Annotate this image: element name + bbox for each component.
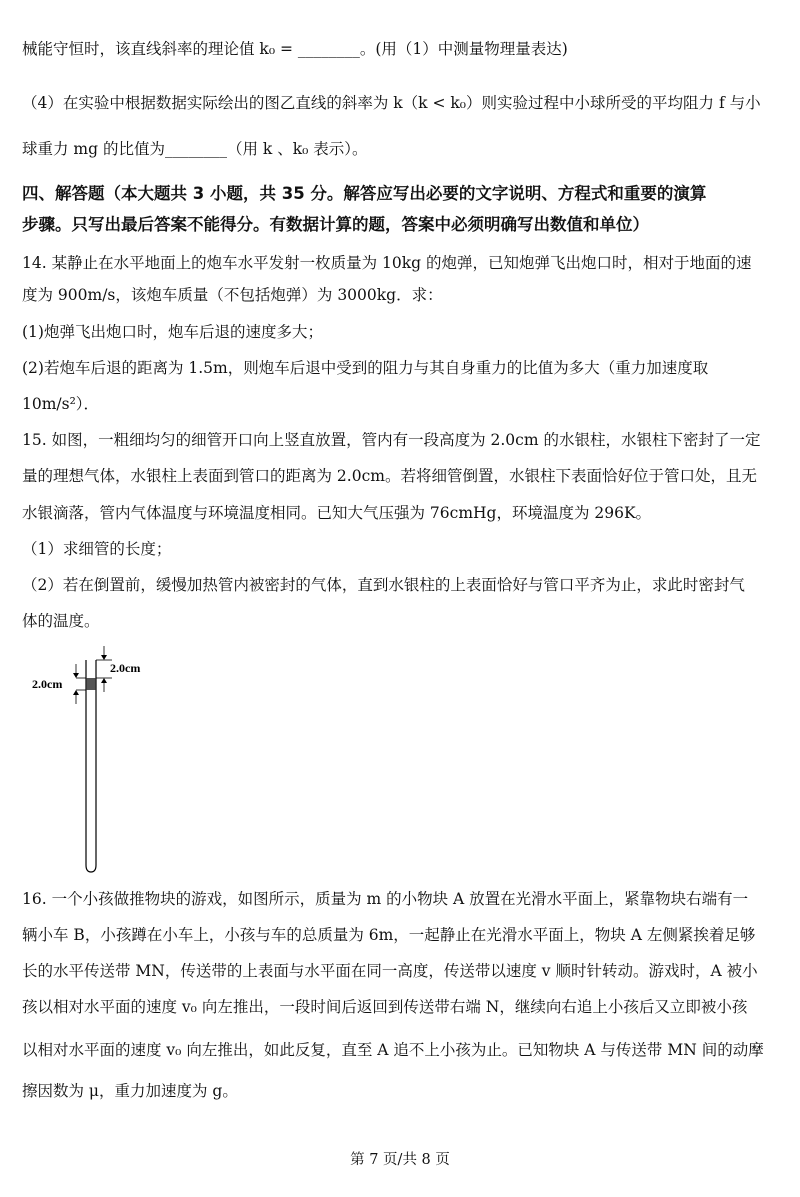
q14-line-2: 度为 900m/s，该炮车质量（不包括炮弹）为 3000kg．求： (22, 286, 443, 304)
page-number: 第 7 页/共 8 页 (350, 1152, 450, 1168)
q16-line-2: 辆小车 B，小孩蹲在小车上，小孩与车的总质量为 6m，一起静止在光滑水平面上，物块 A 左侧紧挨着足够 (22, 926, 756, 944)
label-right: 2.0cm (110, 661, 141, 675)
dim-right-arrowhead-up (101, 678, 107, 683)
q15-line-6: 体的温度。 (22, 612, 100, 630)
q16-line-4: 孩以相对水平面的速度 v₀ 向左推出，一段时间后返回到传送带右端 N，继续向右追上小孩后又立即被小孩 (22, 998, 748, 1016)
q16-line-3: 长的水平传送带 MN，传送带的上表面与水平面在同一高度，传送带以速度 v 顺时针转动。游戏时，A 被小 (22, 962, 758, 980)
q16-line-5: 以相对水平面的速度 v₀ 向左推出，如此反复，直至 A 追不上小孩为止。已知物块 A 与传送带 MN 间的动摩 (22, 1041, 764, 1059)
q16-line-1: 16. 一个小孩做推物块的游戏，如图所示，质量为 m 的小物块 A 放置在光滑水平面上，紧靠物块右端有一 (22, 890, 749, 908)
dim-left-arrowhead-down (73, 673, 79, 678)
q15-line-4: （1）求细管的长度； (22, 540, 172, 558)
dim-left-arrowhead-up (73, 690, 79, 695)
label-left: 2.0cm (32, 677, 63, 691)
q15-line-3: 水银滴落，管内气体温度与环境温度相同。已知大气压强为 76cmHg，环境温度为 296K。 (22, 504, 652, 522)
dim-right-arrowhead-down (101, 655, 107, 660)
q14-line-4: (2)若炮车后退的距离为 1.5m，则炮车后退中受到的阻力与其自身重力的比值为多大（重力加速度取 (22, 359, 709, 377)
q15-line-5: （2）若在倒置前，缓慢加热管内被密封的气体，直到水银柱的上表面恰好与管口平齐为止，求此时密封气 (22, 576, 745, 594)
q13-line-1: 械能守恒时，该直线斜率的理论值 k₀ = ________。(用（1）中测量物理量表达) (22, 40, 568, 58)
q15-line-2: 量的理想气体，水银柱上表面到管口的距离为 2.0cm。若将细管倒置，水银柱下表面恰好位于管口处，且无 (22, 467, 757, 485)
mercury-column (87, 678, 96, 690)
q16-line-6: 擦因数为 μ，重力加速度为 g。 (22, 1082, 238, 1100)
section-heading-line-1: 四、解答题（本大题共 3 小题，共 35 分。解答应写出必要的文字说明、方程式和重要的演算 (22, 184, 707, 203)
section-heading-line-2: 步骤。只写出最后答案不能得分。有数据计算的题，答案中必须明确写出数值和单位） (22, 215, 649, 234)
q14-line-5: 10m/s²）． (22, 395, 100, 413)
tube-outline (86, 660, 96, 872)
q13-line-2: （4）在实验中根据数据实际绘出的图乙直线的斜率为 k（k < k₀）则实验过程中小球所受的平均阻力 f 与小 (22, 94, 761, 112)
q14-line-1: 14. 某静止在水平地面上的炮车水平发射一枚质量为 10kg 的炮弹，已知炮弹飞出炮口时，相对于地面的速 (22, 254, 752, 272)
q13-line-3: 球重力 mg 的比值为________（用 k 、k₀ 表示）。 (22, 140, 368, 158)
tube-figure (0, 640, 200, 880)
q14-line-3: (1)炮弹飞出炮口时，炮车后退的速度多大； (22, 323, 323, 341)
q15-line-1: 15. 如图，一粗细均匀的细管开口向上竖直放置，管内有一段高度为 2.0cm 的水银柱，水银柱下密封了一定 (22, 431, 761, 449)
